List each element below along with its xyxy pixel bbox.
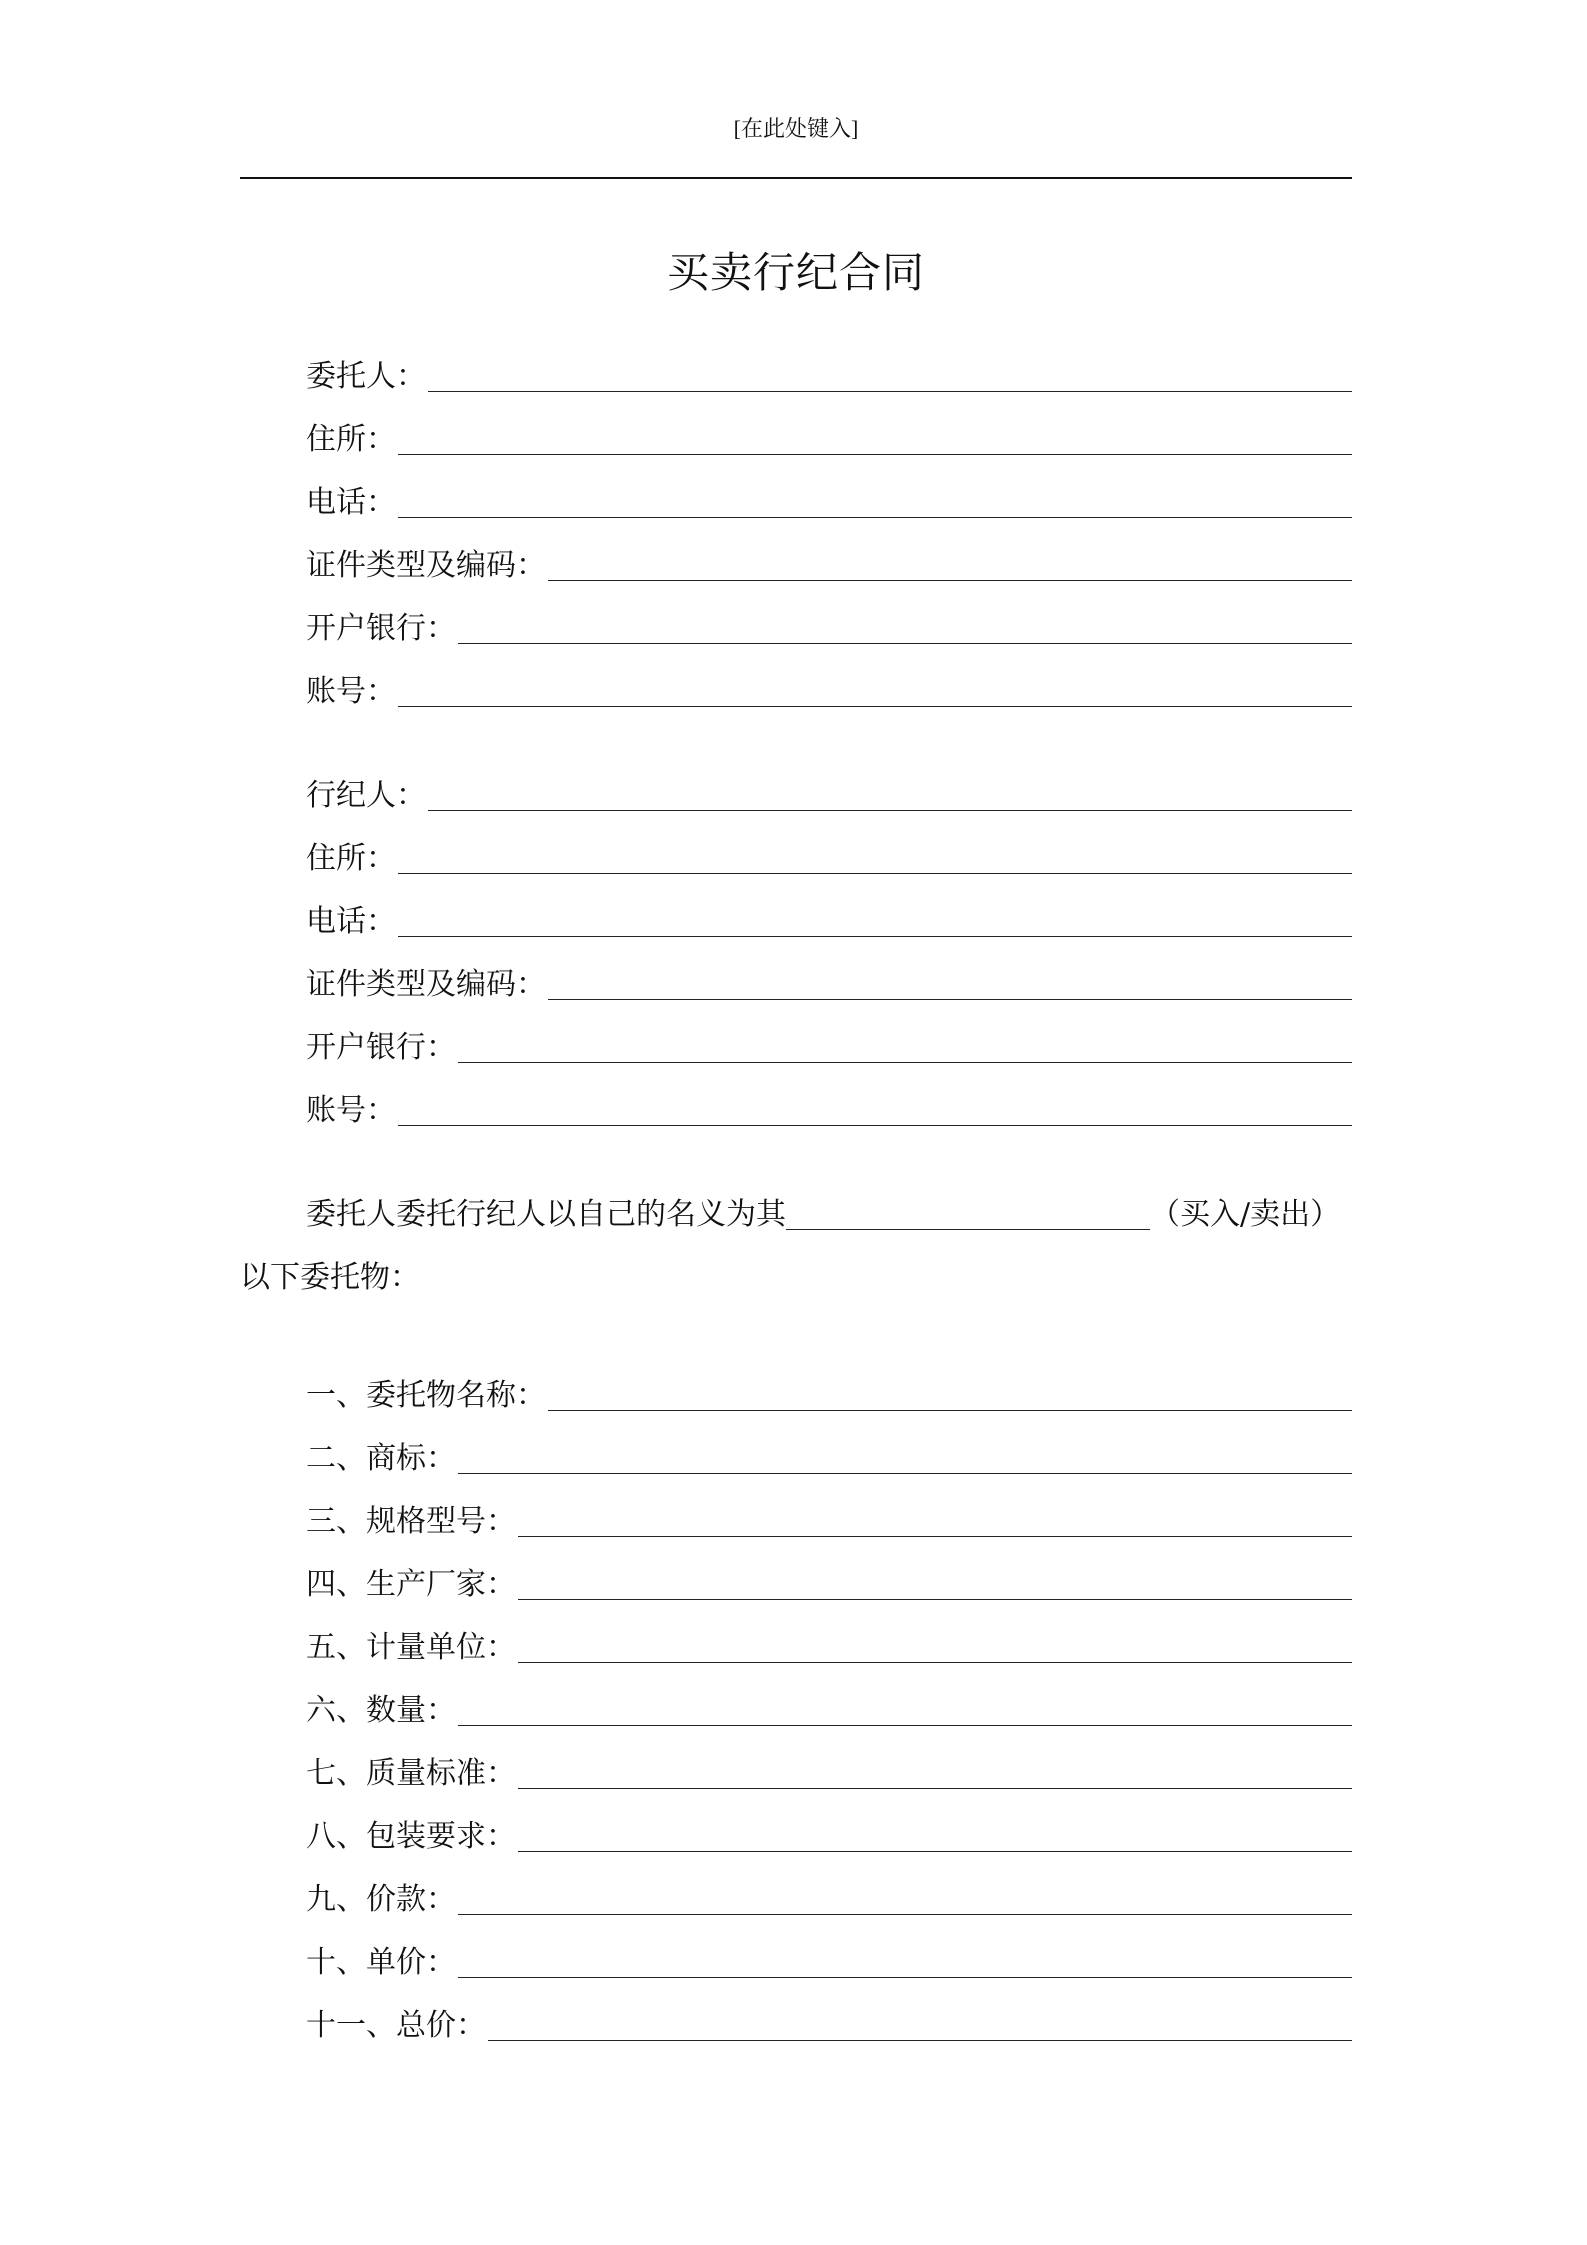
principal-address-row [306,396,1352,459]
field-label: 二、商标： [306,1441,456,1476]
clause-text-before: 委托人委托行纪人以自己的名义为其 [306,1197,786,1232]
field-label: 开户银行： [306,611,456,646]
principal-address-blank[interactable] [398,453,1352,455]
agent-bank-blank[interactable] [458,1061,1352,1063]
field-label: 四、生产厂家： [306,1567,516,1602]
item-row-quality [306,1730,1352,1793]
agent-address-blank[interactable] [398,872,1352,874]
field-label: 开户银行： [306,1030,456,1065]
agent-name-blank[interactable] [428,809,1352,811]
item-row-unit [306,1604,1352,1667]
header-divider [240,177,1352,179]
principal-account-blank[interactable] [398,705,1352,707]
principal-name-blank[interactable] [428,390,1352,392]
field-label: 住所： [306,841,396,876]
item-quantity-blank[interactable] [458,1724,1352,1726]
agent-section [306,752,1352,1130]
field-label: 九、价款： [306,1882,456,1917]
field-label: 住所： [306,422,396,457]
item-total-price-blank[interactable] [488,2039,1352,2041]
principal-id-blank[interactable] [548,579,1352,581]
header-placeholder[interactable]: [在此处键入] [733,116,859,141]
agent-id-blank[interactable] [548,998,1352,1000]
field-label: 账号： [306,674,396,709]
field-label: 行纪人： [306,778,426,813]
field-label: 证件类型及编码： [306,967,546,1002]
item-unit-blank[interactable] [518,1661,1352,1663]
item-price-blank[interactable] [458,1913,1352,1915]
principal-id-row [306,522,1352,585]
field-label: 十一、总价： [306,2008,486,2043]
field-label: 电话： [306,485,396,520]
agent-account-row [306,1067,1352,1130]
agent-name-row [306,752,1352,815]
field-label: 证件类型及编码： [306,548,546,583]
field-label: 委托人： [306,359,426,394]
item-row-unit-price [306,1919,1352,1982]
field-label: 七、质量标准： [306,1756,516,1791]
field-label: 电话： [306,904,396,939]
goods-section [306,1352,1352,2045]
item-packaging-blank[interactable] [518,1850,1352,1852]
document-title: 买卖行纪合同 [666,248,925,297]
item-name-blank[interactable] [548,1409,1352,1411]
agent-phone-row [306,878,1352,941]
principal-section [306,333,1352,711]
agent-account-blank[interactable] [398,1124,1352,1126]
item-row-trademark [306,1415,1352,1478]
field-label: 账号： [306,1093,396,1128]
field-label: 十、单价： [306,1945,456,1980]
commission-clause [240,1183,1352,1309]
agent-bank-row [306,1004,1352,1067]
item-row-quantity [306,1667,1352,1730]
item-unit-price-blank[interactable] [458,1976,1352,1978]
item-row-total-price [306,1982,1352,2045]
principal-phone-blank[interactable] [398,516,1352,518]
agent-id-row [306,941,1352,1004]
field-label: 三、规格型号： [306,1504,516,1539]
agent-address-row [306,815,1352,878]
principal-bank-blank[interactable] [458,642,1352,644]
item-trademark-blank[interactable] [458,1472,1352,1474]
principal-bank-row [306,585,1352,648]
field-label: 六、数量： [306,1693,456,1728]
item-quality-blank[interactable] [518,1787,1352,1789]
item-row-packaging [306,1793,1352,1856]
agent-phone-blank[interactable] [398,935,1352,937]
item-row-model [306,1478,1352,1541]
clause-text-after: （买入/卖出） [1150,1197,1341,1232]
field-label: 五、计量单位： [306,1630,516,1665]
item-row-manufacturer [306,1541,1352,1604]
item-model-blank[interactable] [518,1535,1352,1537]
item-row-price [306,1856,1352,1919]
clause-continuation: 以下委托物： [240,1260,420,1295]
field-label: 八、包装要求： [306,1819,516,1854]
field-label: 一、委托物名称： [306,1378,546,1413]
buy-sell-blank[interactable] [786,1199,1150,1230]
principal-account-row [306,648,1352,711]
item-row-name [306,1352,1352,1415]
principal-name-row [306,333,1352,396]
principal-phone-row [306,459,1352,522]
item-manufacturer-blank[interactable] [518,1598,1352,1600]
